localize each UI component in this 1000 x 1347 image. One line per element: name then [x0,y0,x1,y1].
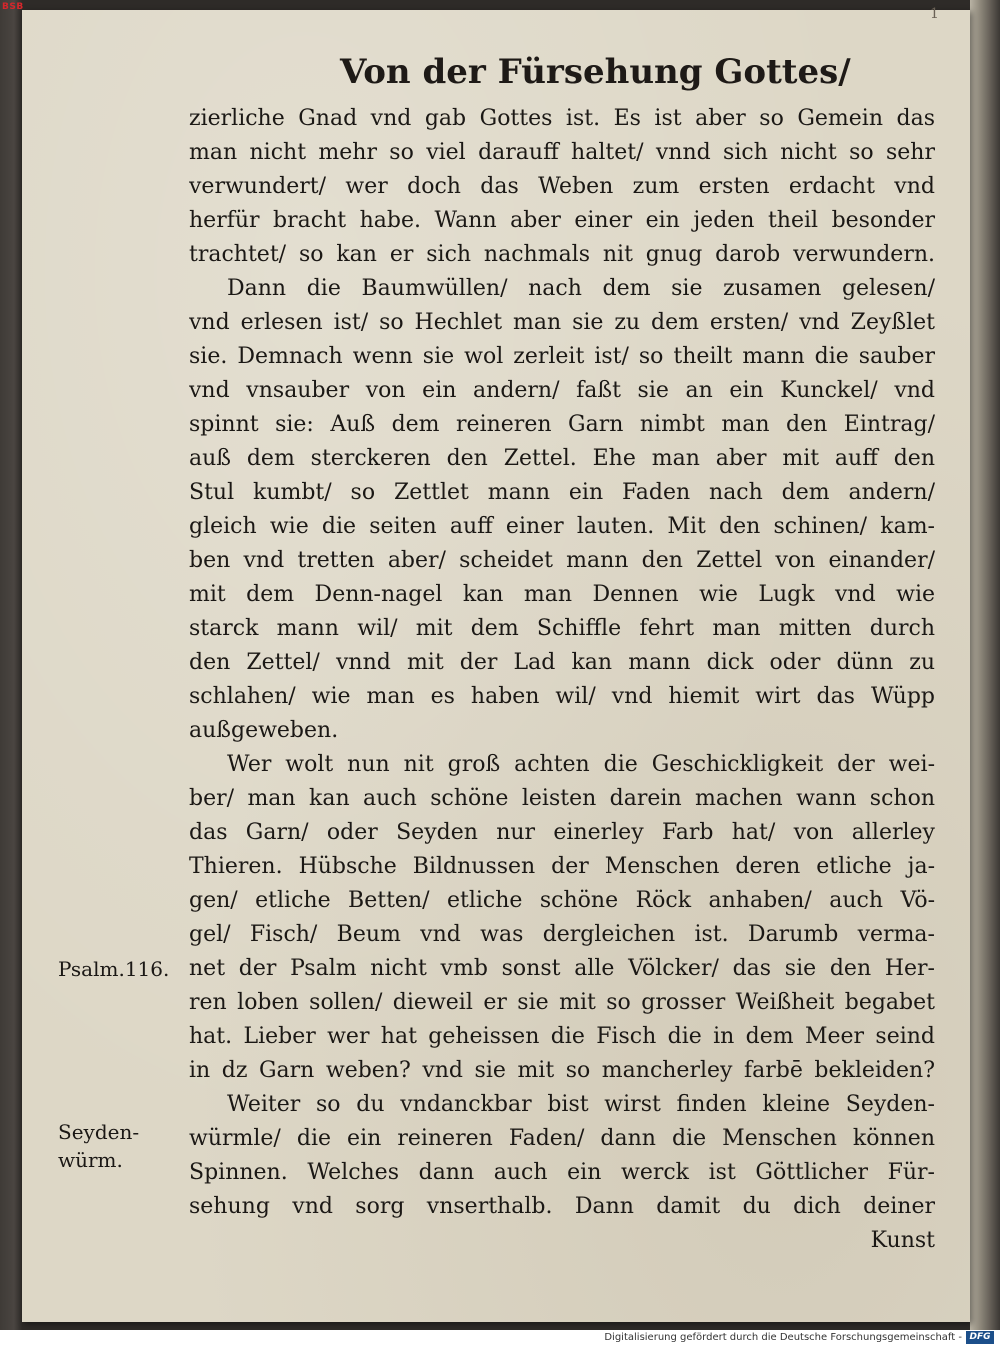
text-line: ber/ man kan auch schöne leisten darein machen wann schon [189,786,935,811]
text-line: gen/ etliche Betten/ etliche schöne Röck anhaben/ auch Vö- [189,888,935,913]
text-line: vnd erlesen ist/ so Hechlet man sie zu dem ersten/ vnd Zeyßlet [189,310,935,335]
text-line: trachtet/ so kan er sich nachmals nit gnug darob verwundern. [189,242,935,267]
text-line: würmle/ die ein reineren Faden/ dann die Menschen können [189,1126,935,1151]
text-line: hat. Lieber wer hat geheissen die Fisch die in dem Meer seind [189,1024,935,1049]
library-mark: BSB [2,2,24,12]
text-line: man nicht mehr so viel darauff haltet/ vnnd sich nicht so sehr [189,140,935,165]
text-line: Spinnen. Welches dann auch ein werck ist Göttlicher Für- [189,1160,935,1185]
text-line: herfür bracht habe. Wann aber einer ein jeden theil besonder [189,208,935,233]
margin-note-psalm: Psalm.116. [58,957,170,981]
text-line: spinnt sie: Auß dem reineren Garn nimbt man den Eintrag/ [189,412,935,437]
text-line: schlahen/ wie man es haben wil/ vnd hiemit wirt das Wüpp [189,684,935,709]
text-line: mit dem Denn-nagel kan man Dennen wie Lugk vnd wie [189,582,935,607]
margin-note-silkworm: Seyden- [58,1120,140,1144]
book-fore-edge [970,0,1000,1330]
text-line: ben vnd tretten aber/ scheidet mann den Zettel von einander/ [189,548,935,573]
text-line: den Zettel/ vnnd mit der Lad kan mann dick oder dünn zu [189,650,935,675]
text-line: in dz Garn weben? vnd sie mit so mancherley farbē bekleiden? [189,1058,935,1083]
catchword: Kunst [870,1228,935,1253]
text-line: Dann die Baumwüllen/ nach dem sie zusamen gelesen/ [227,276,935,301]
margin-note-silkworm: würm. [58,1148,123,1172]
text-line: Thieren. Hübsche Bildnussen der Menschen deren etliche ja- [189,854,935,879]
digitization-credit: Digitalisierung gefördert durch die Deutsche Forschungsgemeinschaft - [604,1332,962,1343]
text-line: außgeweben. [189,718,339,743]
text-line: sehung vnd sorg vnserthalb. Dann damit du dich deiner [189,1194,935,1219]
text-line: auß dem sterckeren den Zettel. Ehe man aber mit auff den [189,446,935,471]
text-line: gleich wie die seiten auff einer lauten. Mit den schinen/ kam- [189,514,935,539]
text-line: net der Psalm nicht vmb sonst alle Völcker/ das sie den Her- [189,956,935,981]
text-line: starck mann wil/ mit dem Schiffle fehrt man mitten durch [189,616,935,641]
text-line: Weiter so du vndanckbar bist wirst finden kleine Seyden- [227,1092,935,1117]
text-line: ren loben sollen/ dieweil er sie mit so grosser Weißheit begabet [189,990,935,1015]
text-line: Wer wolt nun nit groß achten die Geschickligkeit der wei- [227,752,935,777]
dfg-logo: DFG [966,1331,994,1344]
text-line: gel/ Fisch/ Beum vnd was dergleichen ist. Darumb verma- [189,922,935,947]
running-head: Von der Fürsehung Gottes/ [340,52,851,92]
text-line: Stul kumbt/ so Zettlet mann ein Faden nach dem andern/ [189,480,935,505]
page-number: 1 [930,6,939,22]
text-line: das Garn/ oder Seyden nur einerley Farb hat/ von allerley [189,820,935,845]
text-line: sie. Demnach wenn sie wol zerleit ist/ so theilt mann die sauber [189,344,935,369]
text-line: zierliche Gnad vnd gab Gottes ist. Es ist aber so Gemein das [189,106,935,131]
text-line: vnd vnsauber von ein andern/ faßt sie an ein Kunckel/ vnd [189,378,935,403]
text-line: verwundert/ wer doch das Weben zum ersten erdacht vnd [189,174,935,199]
